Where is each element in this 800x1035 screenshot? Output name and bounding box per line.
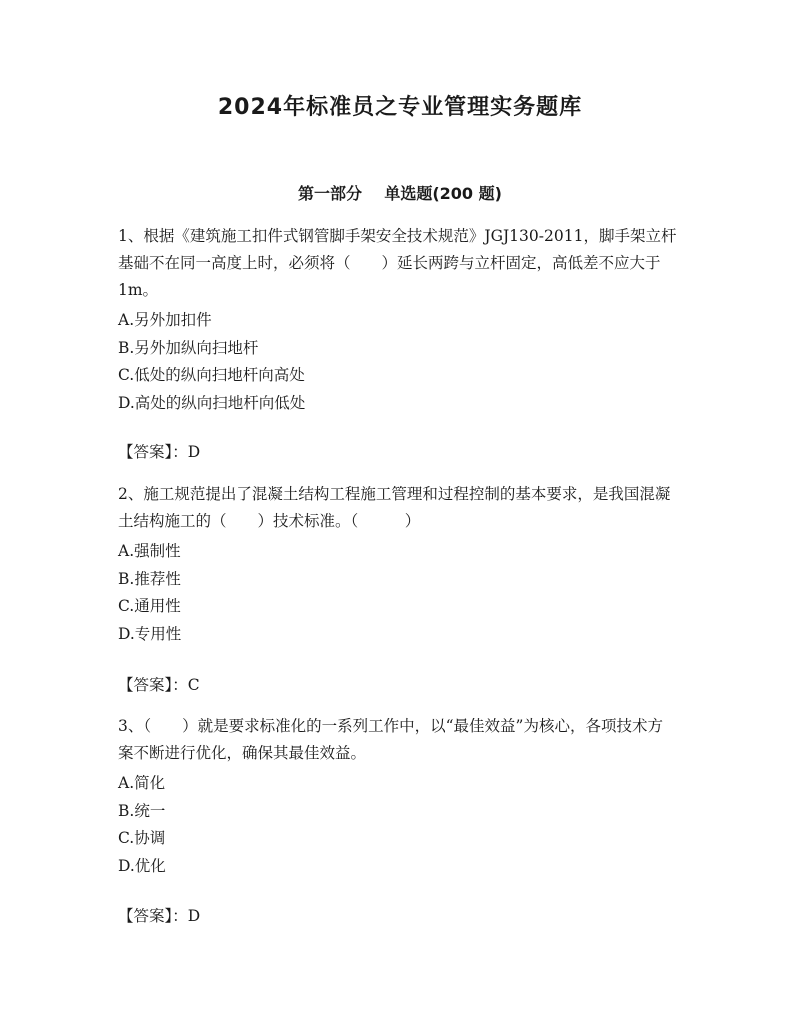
question-3 <box>118 713 678 880</box>
question-stem: 3、（ ）就是要求标准化的一系列工作中，以“最佳效益”为核心，各项技术方案不断进行优化，确保其最佳效益。 <box>118 717 663 762</box>
option-b: B.统一 <box>118 801 166 820</box>
answer-1: 【答案】：D <box>118 443 201 461</box>
option-c: C.通用性 <box>118 597 181 615</box>
option-c: C.协调 <box>118 829 166 847</box>
option-c: C.低处的纵向扫地杆向高处 <box>118 366 305 384</box>
option-d: D.高处的纵向扫地杆向低处 <box>118 393 306 412</box>
answer-3: 【答案】：D <box>118 907 201 925</box>
question-1 <box>118 223 678 417</box>
question-2 <box>118 481 678 648</box>
option-b: B.推荐性 <box>118 569 181 588</box>
section-heading: 第一部分 单选题(200 题) <box>298 184 502 203</box>
question-stem: 2、施工规范提出了混凝土结构工程施工管理和过程控制的基本要求，是我国混凝土结构施工的（ ）技术标准。（ ） <box>118 485 671 530</box>
option-a: A.简化 <box>118 774 166 792</box>
option-d: D.专用性 <box>118 624 182 643</box>
document-title: 2024年标准员之专业管理实务题库 <box>217 95 583 120</box>
option-b: B.另外加纵向扫地杆 <box>118 338 259 357</box>
option-d: D.优化 <box>118 856 166 875</box>
option-a: A.另外加扣件 <box>118 311 212 329</box>
question-stem: 1、根据《建筑施工扣件式钢管脚手架安全技术规范》JGJ130-2011，脚手架立杆基础不在同一高度上时，必须将（ ）延长两跨与立杆固定，高低差不应大于1m。 <box>118 227 677 299</box>
option-a: A.强制性 <box>118 542 181 560</box>
answer-2: 【答案】：C <box>118 676 200 694</box>
